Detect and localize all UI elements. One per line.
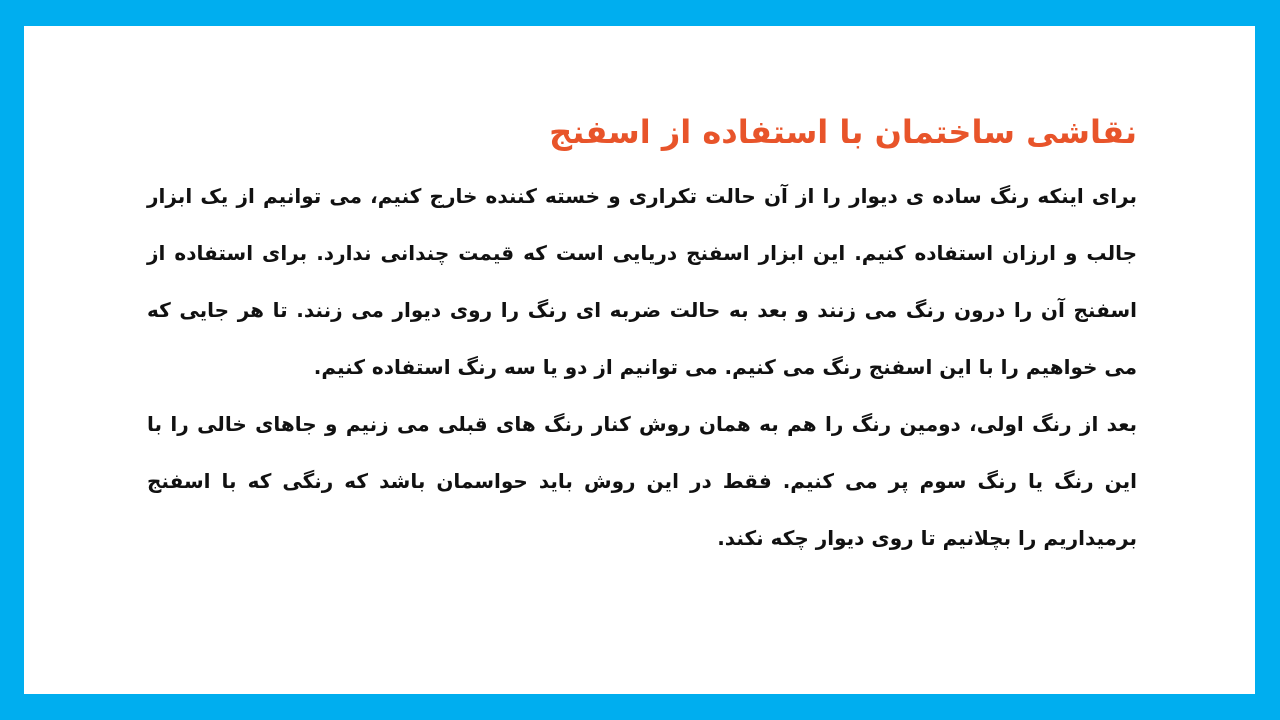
- paragraph-2: بعد از رنگ اولی، دومین رنگ را هم به همان روش کنار رنگ های قبلی می زنیم و جاهای خالی را با این رنگ یا رنگ سوم پر می کنیم. فقط در این روش باید حواسمان باشد که رنگی که با اسفنج برمیداریم را بچلانیم تا روی دیوار چکه نکند.: [147, 412, 1137, 550]
- paragraph-1: برای اینکه رنگ ساده ی دیوار را از آن حالت تکراری و خسته کننده خارج کنیم، می توانیم از یک ابزار جالب و ارزان استفاده کنیم. این ابزار اسفنج دریایی است که قیمت چندانی ندارد. برای استفاده از اسفنج آن را درون رنگ می زنند و بعد به حالت ضربه ای رنگ را روی دیوار می زنند. تا هر جایی که می خواهیم را با این اسفنج رنگ می کنیم. می توانیم از دو یا سه رنگ استفاده کنیم.: [147, 184, 1137, 379]
- slide-title: نقاشی ساختمان با استفاده از اسفنج: [549, 113, 1137, 151]
- slide-content: [147, 108, 1137, 567]
- slide-canvas: [24, 26, 1255, 694]
